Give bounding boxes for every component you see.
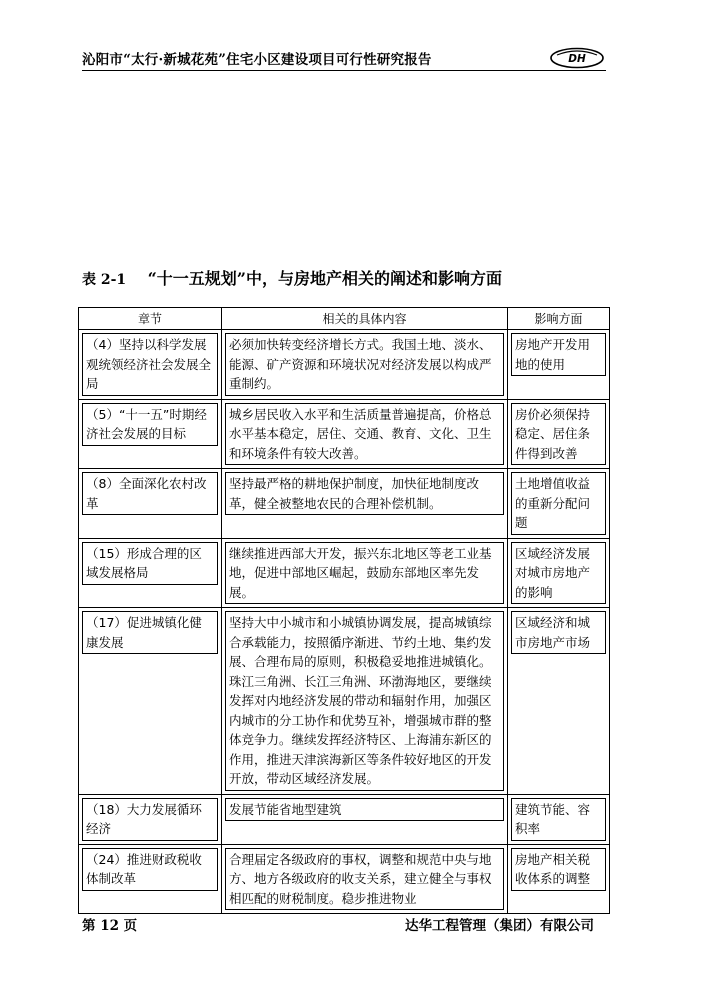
table-title: “十一五规划”中，与房地产相关的阐述和影响方面 [147, 269, 502, 288]
content-cell: 合理届定各级政府的事权，调整和规范中央与地方、地方各级政府的收支关系，建立健全与事权相匹配的财税制度。稳步推进物业 [225, 848, 504, 911]
impact-cell: 土地增值收益的重新分配问题 [511, 472, 606, 535]
table-number: 表 2-1 [82, 272, 127, 288]
table-row [79, 608, 610, 795]
table-row [79, 794, 610, 844]
content-cell: 必须加快转变经济增长方式。我国土地、淡水、能源、矿产资源和环境状况对经济发展以构成严重制约。 [225, 333, 504, 396]
company-logo-icon [549, 47, 605, 69]
column-header-content: 相关的具体内容 [222, 308, 508, 330]
column-header-section: 章节 [79, 308, 222, 330]
planning-table [78, 307, 610, 914]
content-cell: 城乡居民收入水平和生活质量普遍提高，价格总水平基本稳定，居住、交通、教育、文化、卫生和环境条件有较大改善。 [225, 403, 504, 466]
header-divider [82, 70, 606, 71]
section-cell: （24）推进财政税收体制改革 [82, 848, 218, 891]
table-row [79, 399, 610, 469]
section-cell: （8）全面深化农村改革 [82, 472, 218, 515]
table-row [79, 469, 610, 539]
section-cell: （15）形成合理的区域发展格局 [82, 542, 218, 585]
company-name: 达华工程管理（集团）有限公司 [405, 918, 594, 934]
impact-cell: 房价必须保持稳定、居住条件得到改善 [511, 403, 606, 466]
logo-text: DH [568, 53, 586, 65]
section-cell: （4）坚持以科学发展观统领经济社会发展全局 [82, 333, 218, 396]
section-cell: （17）促进城镇化健康发展 [82, 611, 218, 654]
impact-cell: 房地产相关税收体系的调整 [511, 848, 606, 891]
content-cell: 坚持最严格的耕地保护制度，加快征地制度改革，健全被整地农民的合理补偿机制。 [225, 472, 504, 515]
report-title: 沁阳市“太行·新城花苑”住宅小区建设项目可行性研究报告 [82, 52, 432, 68]
table-header-row [79, 308, 610, 330]
table-row [79, 330, 610, 400]
content-cell: 继续推进西部大开发，振兴东北地区等老工业基地，促进中部地区崛起，鼓励东部地区率先发展。 [225, 542, 504, 605]
table-caption [82, 266, 612, 289]
impact-cell: 建筑节能、容积率 [511, 798, 606, 841]
content-cell: 坚持大中小城市和小城镇协调发展，提高城镇综合承载能力，按照循序渐进、节约土地、集约发展、合理布局的原则，积极稳妥地推进城镇化。珠江三角洲、长江三角洲、环渤海地区，要继续发挥对内地经济发展的带动和辐射作用，加强区内城市的分工协作和优势互补，增强城市群的整体竞争力。继续发挥经济特区、上海浦东新区的作用，推进天津滨海新区等条件较好地区的开发开放，带动区域经济发展。 [225, 611, 504, 791]
column-header-impact: 影响方面 [508, 308, 610, 330]
table-row [79, 538, 610, 608]
section-cell: （18）大力发展循环经济 [82, 798, 218, 841]
page-header [82, 46, 606, 72]
table-row [79, 844, 610, 914]
page-number: 第 12 页 [82, 918, 138, 934]
impact-cell: 区域经济和城市房地产市场 [511, 611, 606, 654]
content-cell: 发展节能省地型建筑 [225, 798, 504, 822]
impact-cell: 房地产开发用地的使用 [511, 333, 606, 376]
impact-cell: 区域经济发展对城市房地产的影响 [511, 542, 606, 605]
section-cell: （5）“十一五”时期经济社会发展的目标 [82, 403, 218, 446]
